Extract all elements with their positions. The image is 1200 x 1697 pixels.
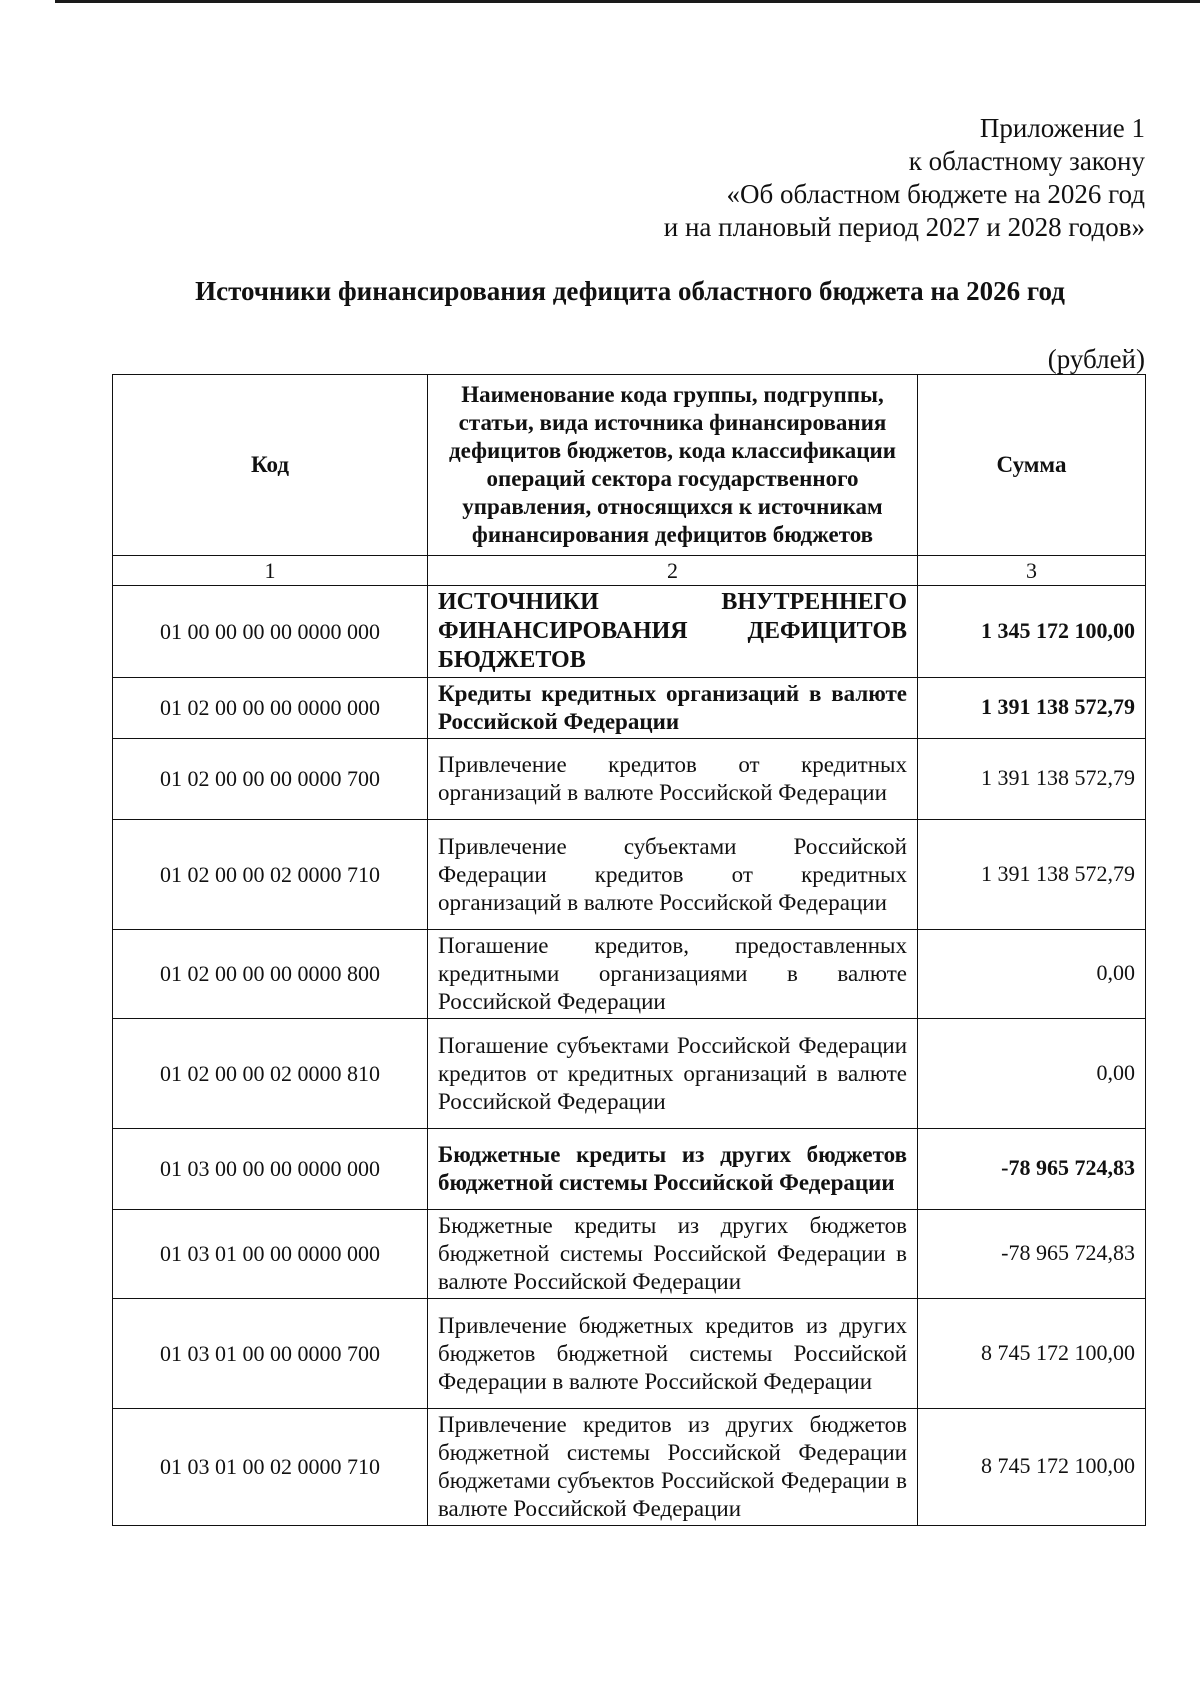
table-body	[113, 586, 1146, 1526]
column-number-3: 3	[918, 556, 1146, 586]
row-sum: 1 391 138 572,79	[918, 739, 1146, 820]
row-sum: 0,00	[918, 930, 1146, 1019]
table-row	[113, 1409, 1146, 1526]
row-name: Кредиты кредитных организаций в валюте Российской Федерации	[428, 678, 918, 739]
financing-sources-table	[112, 374, 1146, 1526]
appendix-block	[445, 112, 1145, 244]
row-sum: 1 391 138 572,79	[918, 678, 1146, 739]
row-sum: 8 745 172 100,00	[918, 1299, 1146, 1409]
table-row	[113, 1129, 1146, 1210]
row-code: 01 03 00 00 00 0000 000	[113, 1129, 428, 1210]
row-sum: 1 345 172 100,00	[918, 586, 1146, 678]
page-title: Источники финансирования дефицита областного бюджета на 2026 год	[195, 276, 1065, 306]
row-code: 01 00 00 00 00 0000 000	[113, 586, 428, 678]
row-name: ИСТОЧНИКИ ВНУТРЕННЕГО ФИНАНСИРОВАНИЯ ДЕФИЦИТОВ БЮДЖЕТОВ	[428, 586, 918, 678]
row-sum: 8 745 172 100,00	[918, 1409, 1146, 1526]
row-code: 01 02 00 00 02 0000 710	[113, 820, 428, 930]
row-sum: 0,00	[918, 1019, 1146, 1129]
table-row	[113, 930, 1146, 1019]
column-header-code: Код	[113, 375, 428, 556]
unit-label: (рублей)	[1047, 344, 1145, 374]
row-sum: -78 965 724,83	[918, 1210, 1146, 1299]
row-code: 01 03 01 00 02 0000 710	[113, 1409, 428, 1526]
row-name: Привлечение субъектами Российской Федерации кредитов от кредитных организаций в валюте Российской Федерации	[428, 820, 918, 930]
row-sum: 1 391 138 572,79	[918, 820, 1146, 930]
row-code: 01 02 00 00 00 0000 800	[113, 930, 428, 1019]
table-row	[113, 820, 1146, 930]
column-header-name: Наименование кода группы, подгруппы, статьи, вида источника финансирования дефицитов бюджетов, кода классификации операций сектора государственного управления, относящихся к источникам финансирования дефицитов бюджетов	[428, 375, 918, 556]
row-name: Погашение кредитов, предоставленных кредитными организациями в валюте Российской Федерации	[428, 930, 918, 1019]
row-code: 01 03 01 00 00 0000 700	[113, 1299, 428, 1409]
appendix-line-2: к областному закону	[908, 146, 1145, 176]
appendix-line-1: Приложение 1	[979, 113, 1145, 143]
row-code: 01 02 00 00 00 0000 000	[113, 678, 428, 739]
table-row	[113, 1210, 1146, 1299]
table-row	[113, 1299, 1146, 1409]
row-name: Бюджетные кредиты из других бюджетов бюджетной системы Российской Федерации	[428, 1129, 918, 1210]
table-row	[113, 739, 1146, 820]
row-name: Привлечение кредитов от кредитных организаций в валюте Российской Федерации	[428, 739, 918, 820]
column-number-row	[113, 556, 1146, 586]
row-code: 01 02 00 00 02 0000 810	[113, 1019, 428, 1129]
table-row	[113, 1019, 1146, 1129]
row-name: Привлечение кредитов из других бюджетов бюджетной системы Российской Федерации бюджетами субъектов Российской Федерации в валюте Российской Федерации	[428, 1409, 918, 1526]
row-code: 01 02 00 00 00 0000 700	[113, 739, 428, 820]
table-row	[113, 586, 1146, 678]
row-name: Погашение субъектами Российской Федерации кредитов от кредитных организаций в валюте Российской Федерации	[428, 1019, 918, 1129]
row-code: 01 03 01 00 00 0000 000	[113, 1210, 428, 1299]
appendix-line-3: «Об областном бюджете на 2026 год	[726, 179, 1145, 209]
column-number-1: 1	[113, 556, 428, 586]
appendix-line-4: и на плановый период 2027 и 2028 годов»	[663, 212, 1145, 242]
scan-edge-line	[55, 0, 1200, 3]
row-name: Бюджетные кредиты из других бюджетов бюджетной системы Российской Федерации в валюте Российской Федерации	[428, 1210, 918, 1299]
row-name: Привлечение бюджетных кредитов из других бюджетов бюджетной системы Российской Федерации в валюте Российской Федерации	[428, 1299, 918, 1409]
table-row	[113, 678, 1146, 739]
table-header-row	[113, 375, 1146, 556]
column-number-2: 2	[428, 556, 918, 586]
column-header-sum: Сумма	[918, 375, 1146, 556]
row-sum: -78 965 724,83	[918, 1129, 1146, 1210]
